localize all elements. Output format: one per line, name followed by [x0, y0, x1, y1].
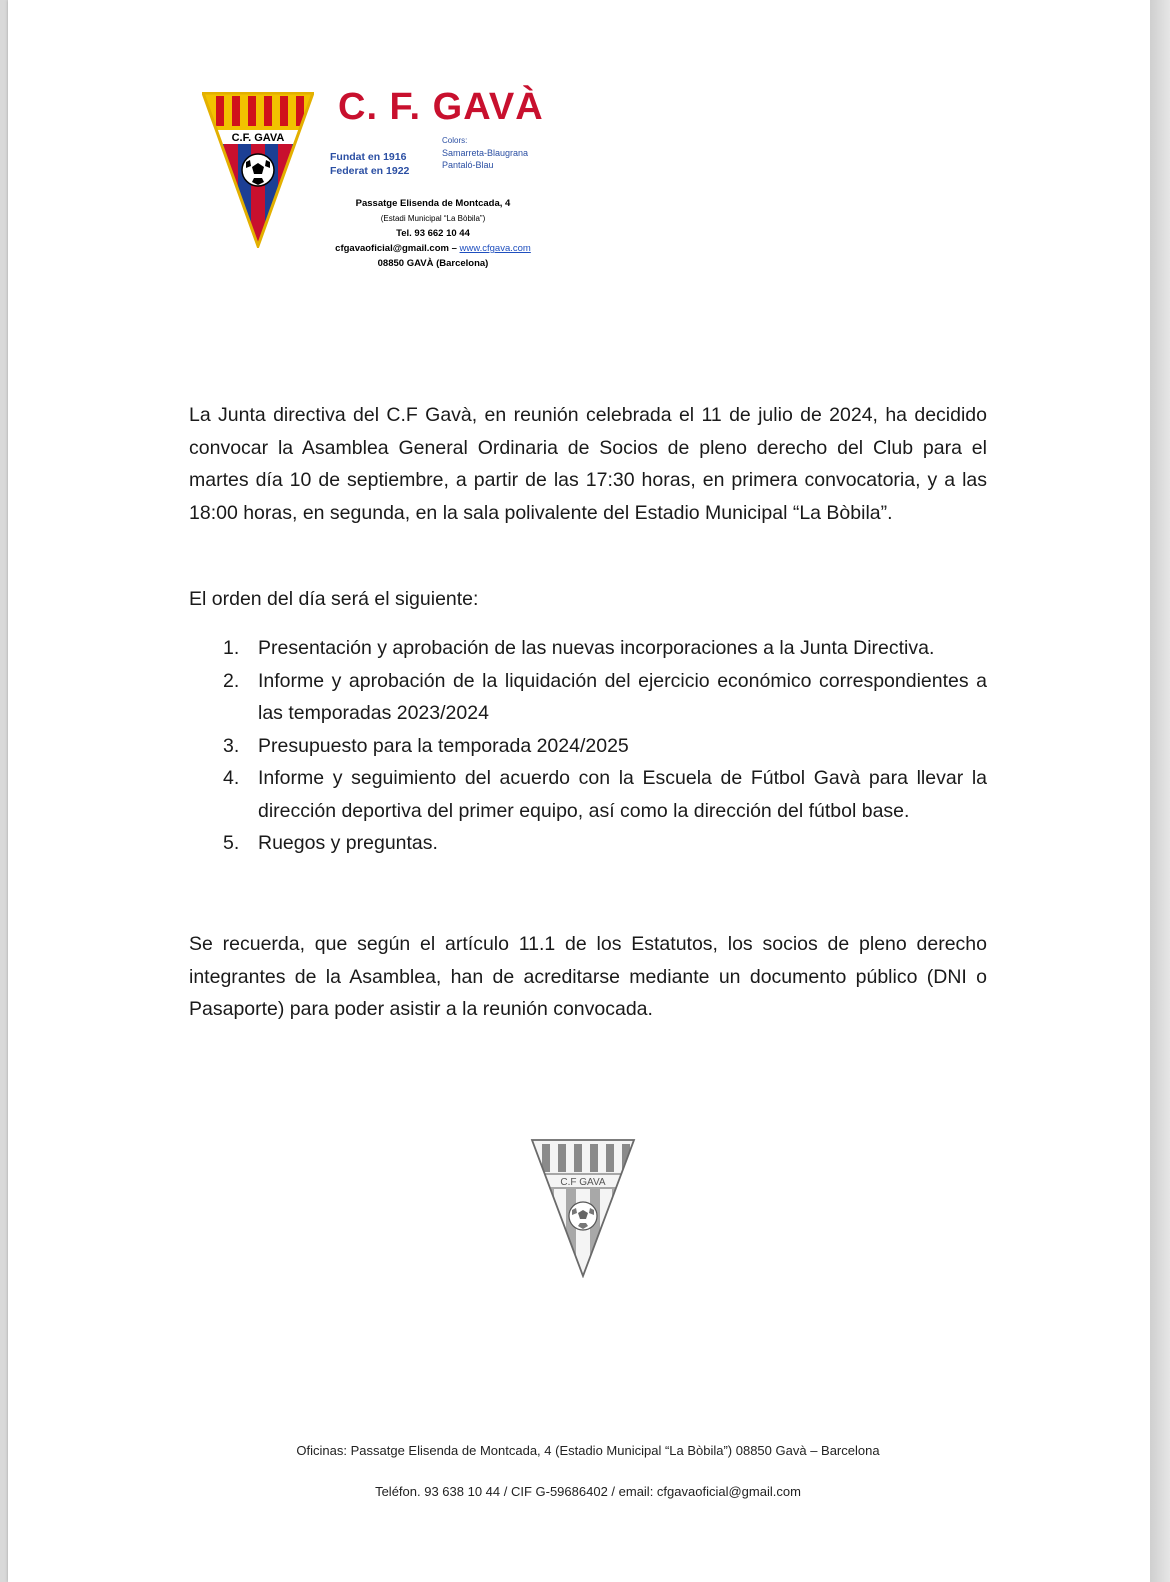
agenda-list: [189, 632, 987, 860]
stamp-label: C.F GAVA: [560, 1177, 606, 1188]
intro-paragraph: La Junta directiva del C.F Gavà, en reunión celebrada el 11 de julio de 2024, ha decidido convocar la Asamblea General Ordinaria de Socios de pleno derecho del Club para el martes día 10 de septiembre, a partir de las 17:30 horas, en primera convocatoria, y a las 18:00 horas, en segunda, en la sala polivalente del Estadio Municipal “La Bòbila”.: [189, 404, 987, 524]
letterhead-address: [308, 196, 558, 271]
club-colors: [442, 135, 528, 171]
address-email: cfgavaoficial@gmail.com: [335, 243, 449, 254]
website-link[interactable]: www.cfgava.com: [459, 243, 531, 254]
club-stamp-logo: [530, 1138, 636, 1278]
agenda-item-text: Presupuesto para la temporada 2024/2025: [258, 734, 629, 757]
agenda-item-number: 3.: [223, 734, 240, 757]
agenda-item-number: 4.: [223, 767, 240, 789]
email-separator: –: [451, 243, 457, 254]
reminder-paragraph: Se recuerda, que según el artículo 11.1 de los Estatutos, los socios de pleno derecho integrantes de la Asamblea, han de acreditarse mediante un documento público (DNI o Pasaporte) para poder asistir a la reunión convocada.: [189, 933, 987, 1020]
agenda-item: [189, 730, 987, 763]
club-name: C. F. GAVÀ: [338, 86, 544, 128]
agenda-item: [189, 632, 987, 665]
agenda-item-number: 1.: [223, 637, 240, 659]
footer-contact: Teléfon. 93 638 10 44 / CIF G-59686402 / email: cfgavaoficial@gmail.com: [375, 1484, 801, 1499]
agenda-item-number: 5.: [223, 832, 240, 854]
address-stadium: (Estadi Municipal “La Bòbila”): [380, 214, 486, 223]
document-page: [8, 0, 1150, 1582]
founded-info: [330, 150, 409, 178]
address-street: Passatge Elisenda de Montcada, 4: [355, 198, 511, 209]
colors-shirt: Samarreta-Blaugrana: [442, 148, 529, 158]
agenda-item-number: 2.: [223, 669, 240, 692]
club-crest-logo: [202, 92, 314, 248]
agenda-item-text: Presentación y aprobación de las nuevas incorporaciones a la Junta Directiva.: [258, 637, 935, 659]
agenda-item: [189, 762, 987, 827]
agenda-item-text: Ruegos y preguntas.: [258, 832, 438, 854]
page-edge-shadow: [1150, 0, 1170, 1582]
federated-year: Federat en 1922: [330, 165, 410, 177]
address-phone: Tel. 93 662 10 44: [396, 228, 470, 239]
address-city: 08850 GAVÀ (Barcelona): [377, 258, 489, 269]
agenda-item: [189, 827, 987, 860]
founded-year: Fundat en 1916: [330, 151, 407, 163]
colors-label: Colors:: [442, 136, 468, 145]
agenda-intro: El orden del día será el siguiente:: [189, 588, 479, 610]
footer-address: Oficinas: Passatge Elisenda de Montcada, 4 (Estadio Municipal “La Bòbila”) 08850 Gavà – Barcelona: [296, 1443, 880, 1458]
crest-label: C.F. GAVA: [231, 132, 285, 144]
agenda-item-text: Informe y aprobación de la liquidación del ejercicio económico correspondientes a las temporadas 2023/2024: [258, 669, 987, 724]
colors-shorts: Pantaló-Blau: [442, 160, 494, 170]
agenda-item-text: Informe y seguimiento del acuerdo con la Escuela de Fútbol Gavà para llevar la dirección deportiva del primer equipo, así como la dirección del fútbol base.: [258, 767, 987, 822]
agenda-item: [189, 665, 987, 730]
